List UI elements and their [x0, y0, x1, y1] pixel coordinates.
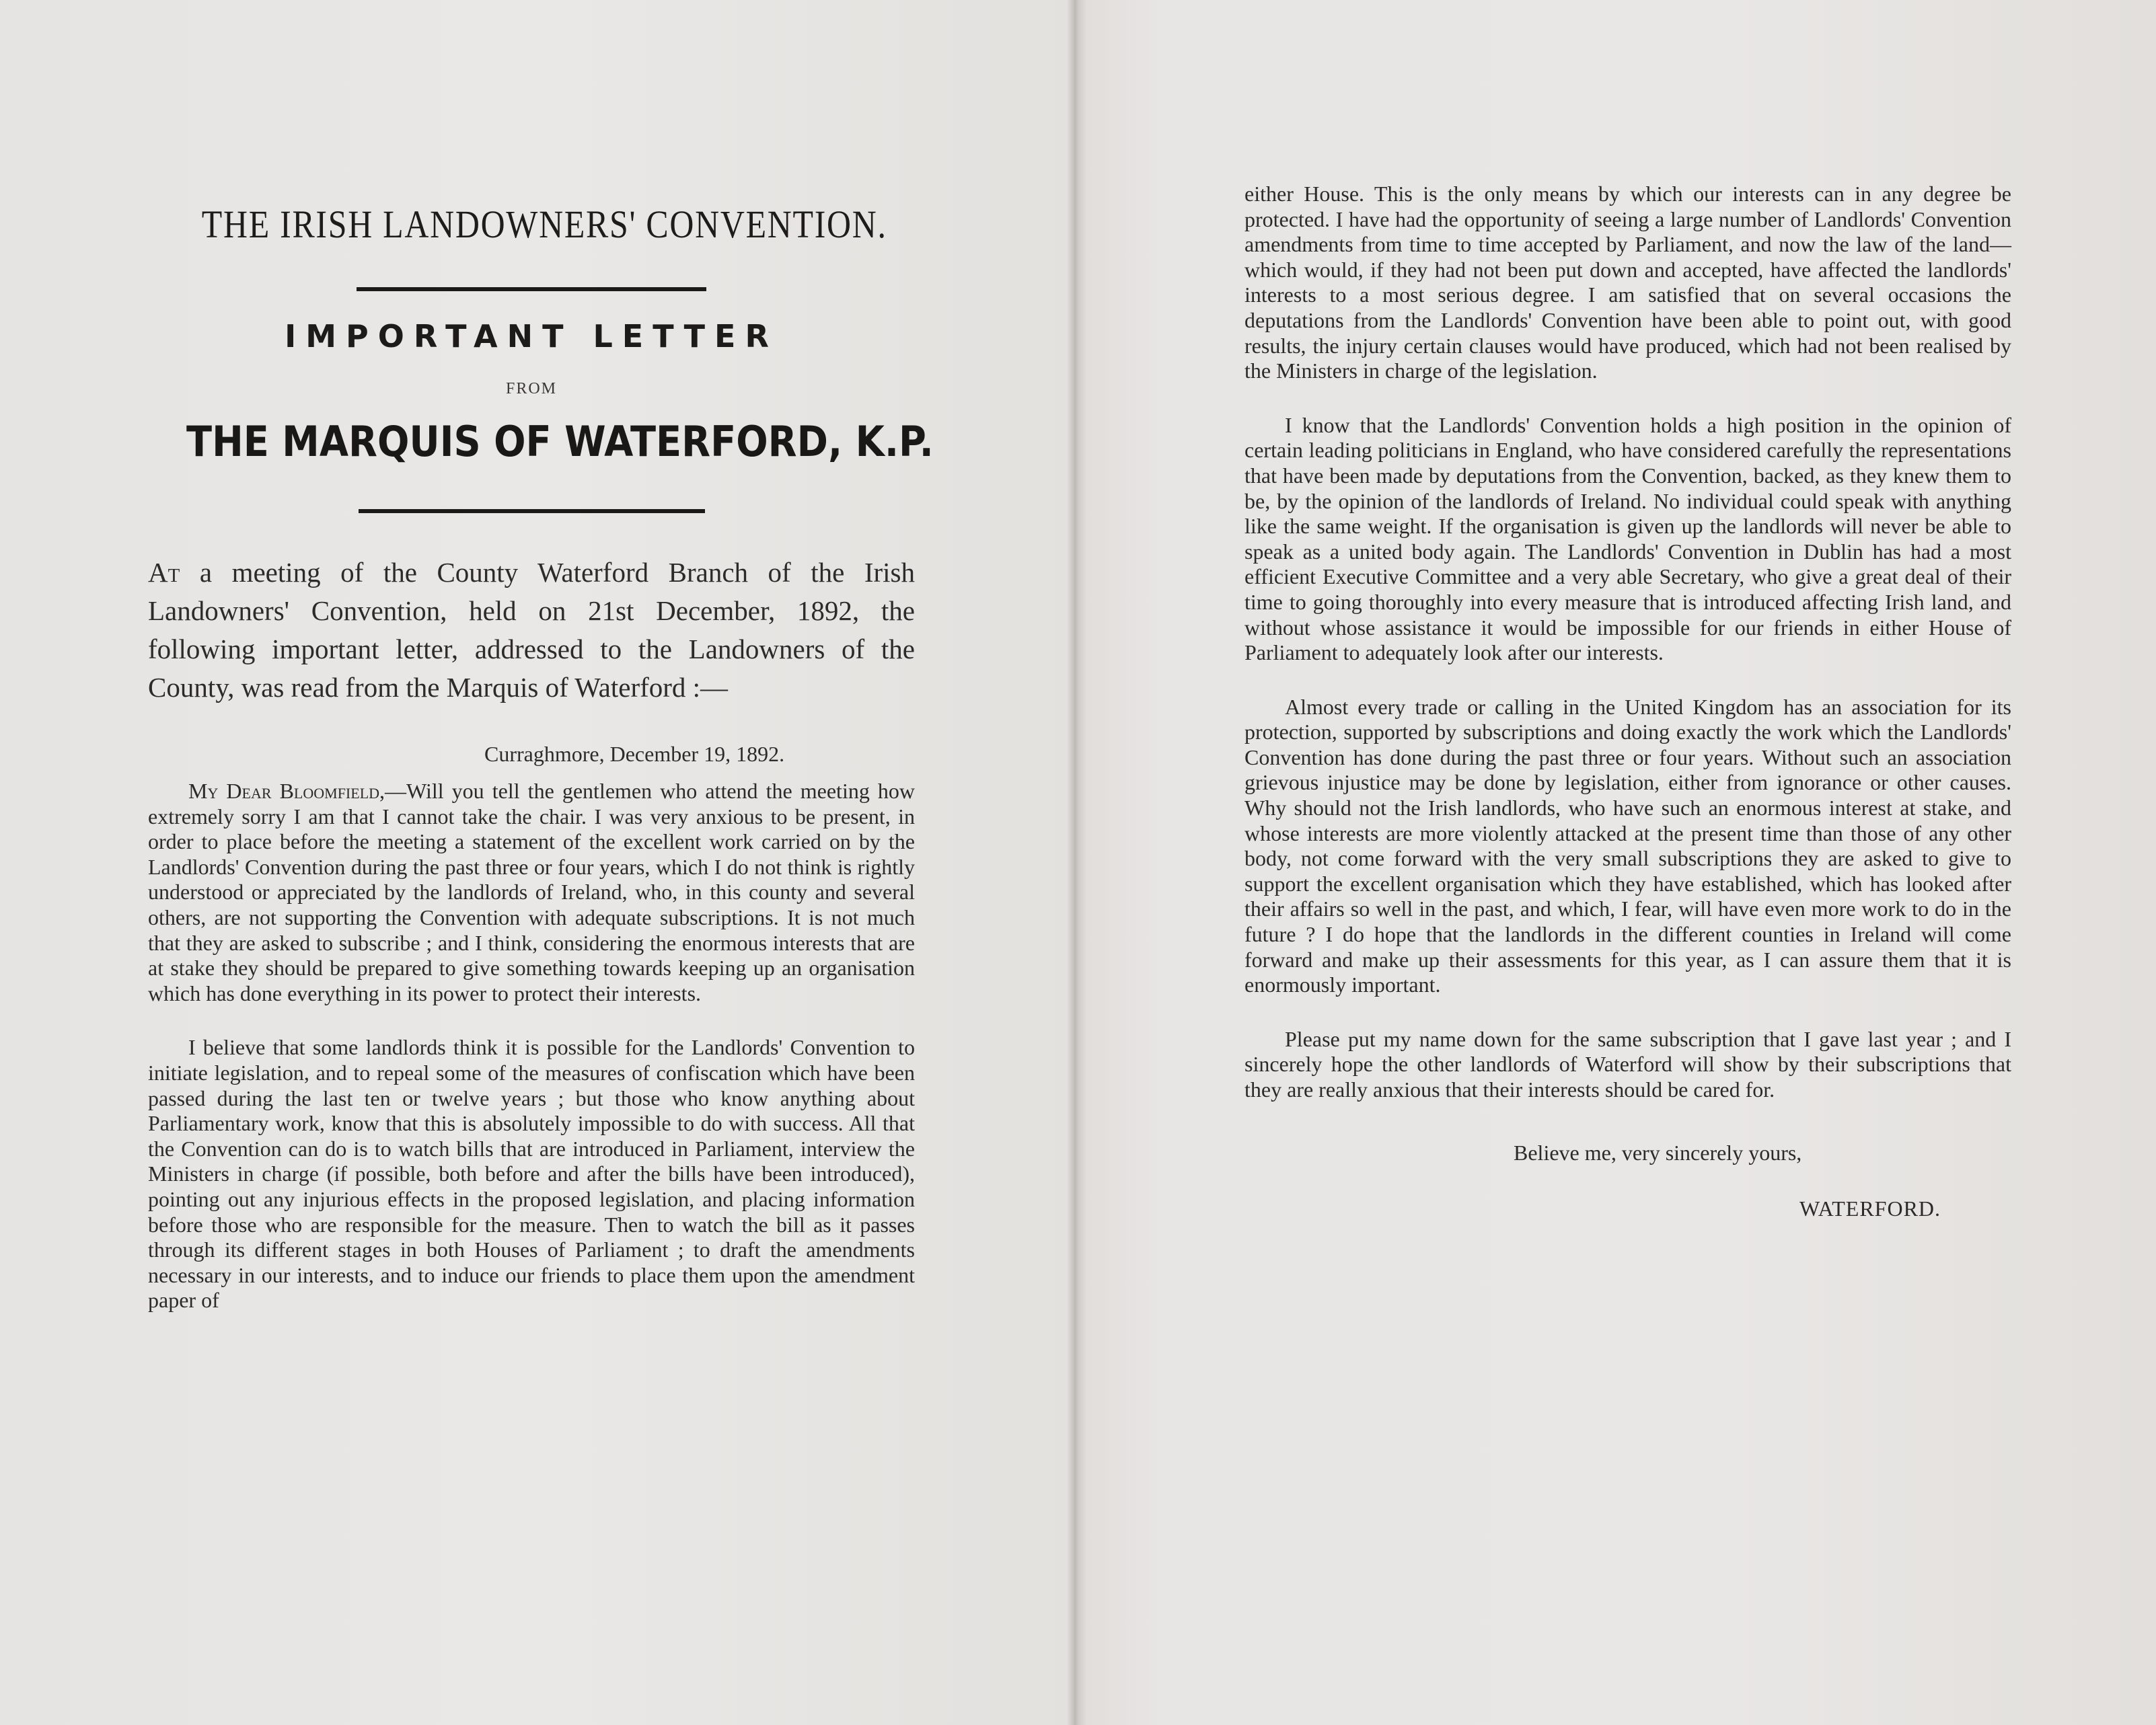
signature: WATERFORD. — [1799, 1196, 1941, 1221]
title-rule — [357, 287, 706, 291]
document-title: THE IRISH LANDOWNERS' CONVENTION. — [201, 202, 887, 246]
page-gutter — [1066, 0, 1086, 1725]
letter-paragraph: I know that the Landlords' Convention holds a high position in the opinion of certain leading politicians in England, who have considered carefully the representations that have been made by deputations from the Convention, backed, as they knew them to be, by the opinion of the landlords of Ireland. No individual could speak with anything like the same weight. If the organisation is given up the landlords will never be able to speak as a united body again. The Landlords' Convention in Dublin has had a most efficient Executive Committee and a very able Secretary, who give a great deal of their time to going thoroughly into every measure that is introduced affecting Irish land, and without whose assistance it would be impossible for our friends in either House of Parliament to adequately look after our interests. — [1244, 412, 2011, 665]
right-column — [1244, 182, 2011, 1222]
letter-paragraph — [148, 779, 915, 1006]
document-subtitle: IMPORTANT LETTER — [285, 318, 778, 354]
dateline: Curraghmore, December 19, 1892. — [484, 742, 785, 766]
closing-line: Believe me, very sincerely yours, — [1514, 1140, 1802, 1165]
letter-paragraph: I believe that some landlords think it is possible for the Landlords' Convention to initiate legislation, and to repeal some of the measures of confiscation which have been passed during the last ten or twelve years ; but those who know anything about Parliamentary work, know that this is absolutely impossible to do with success. All that the Convention can do is to watch bills that are introduced in Parliament, interview the Ministers in charge (if possible, both before and after the bills have been introduced), pointing out any injurious effects in the proposed legislation, and placing information before those who are responsible for the measure. Then to watch the bill as it passes through its different stages in both Houses of Parliament ; to draft the amendments necessary in our interests, and to induce our friends to place them upon the amendment paper of — [148, 1035, 915, 1313]
from-label: FROM — [505, 380, 558, 397]
salutation: My Dear Bloomfield, — [188, 779, 385, 803]
letter-paragraph: either House. This is the only means by which our interests can in any degree be protected. I have had the opportunity of seeing a large number of Landlords' Convention amendments from time to time accepted by Parliament, and now the law of the land—which would, if they had not been put down and accepted, have affected the landlords' interests to a most serious degree. I am satisfied that on several occasions the deputations from the Landlords' Convention have been able to point out, with good results, the injury certain clauses would have produced, which had not been realised by the Ministers in charge of the legislation. — [1244, 182, 2011, 383]
letter-body-left — [148, 779, 915, 1313]
left-column — [148, 202, 934, 1313]
letter-paragraph: Almost every trade or calling in the United Kingdom has an association for its protection, supported by subscriptions and doing exactly the work which the Landlords' Convention has done during the past three or four years. Without such an association grievous injustice may be done by legislation, either from ignorance or other causes. Why should not the Irish landlords, who have such an enormous interest at stake, and whose interests are more violently attacked at the present time than those of any other body, not come forward with the very small subscriptions they are asked to give to support the excellent organisation which they have established, which has looked after their affairs so well in the past, and which, I fear, will have even more work to do in the future ? I do hope that the landlords in the different counties in Ireland will come forward and make up their assessments for this year, as I can assure them that it is enormously important. — [1244, 694, 2011, 997]
letter-paragraph: Please put my name down for the same subscription that I gave last year ; and I sincerely hope the other landlords of Waterford will show by their subscriptions that they are really anxious that their interests should be cared for. — [1244, 1026, 2011, 1102]
author-heading: THE MARQUIS OF WATERFORD, K.P. — [186, 417, 934, 466]
heading-rule — [359, 509, 705, 513]
intro-text: a meeting of the County Waterford Branch of the Irish Landowners' Convention, held on 21st December, 1892, the following important letter, addressed to the Landowners of the County, was read from the Marquis of Waterford :— — [148, 557, 915, 703]
left-page — [0, 0, 1076, 1725]
intro-paragraph — [148, 553, 915, 707]
letter-paragraph-text: —Will you tell the gentlemen who attend the meeting how extremely sorry I am that I cannot take the chair. I was very anxious to be present, in order to place before the meeting a statement of the excellent work carried on by the Landlords' Convention during the past three or four years, which I do not think is rightly understood or appreciated by the landlords of Ireland, who, in this county and several others, are not supporting the Convention with adequate subscriptions. It is not much that they are asked to subscribe ; and I think, considering the enormous interests that are at stake they should be prepared to give something towards keeping up an organisation which has done everything in its power to protect their interests. — [148, 779, 916, 1005]
intro-prefix: At — [148, 557, 180, 588]
